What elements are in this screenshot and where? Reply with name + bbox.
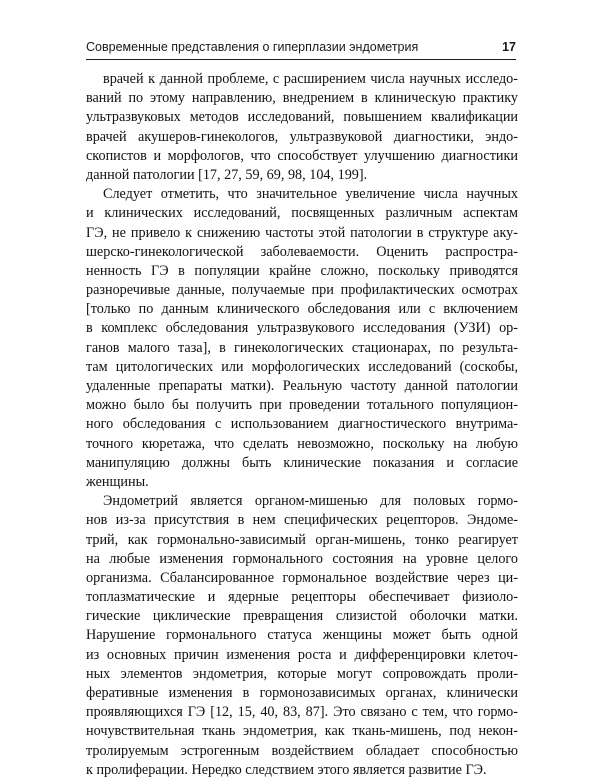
text-line: ного обследования с использованием диагностического внутрима- bbox=[86, 416, 518, 433]
paragraph bbox=[86, 185, 518, 492]
text-line: ненность ГЭ в популяции крайне сложно, поскольку приводятся bbox=[86, 262, 518, 279]
text-line: Следует отметить, что значительное увеличение числа научных bbox=[103, 186, 518, 203]
text-line: нов из-за присутствия в нем специфических рецепторов. Эндоме- bbox=[86, 512, 518, 529]
text-line: гические циклические превращения слизистой оболочки матки. bbox=[86, 608, 518, 625]
text-line: к пролиферации. Нередко следствием этого является развитие ГЭ. bbox=[86, 761, 487, 778]
text-line: ганов малого таза], в гинекологических стационарах, по результа- bbox=[86, 339, 518, 356]
text-line: женщины. bbox=[86, 473, 149, 490]
text-line: в комплекс обследования ультразвукового исследования (УЗИ) ор- bbox=[86, 320, 518, 337]
text-line: шерско-гинекологической заболеваемости. Оценить распростра- bbox=[86, 243, 518, 260]
text-line: на любые изменения гормонального состояния на уровне целого bbox=[86, 550, 518, 567]
text-line: ных элементов эндометрия, которые могут сопровождать проли- bbox=[86, 665, 518, 682]
text-line: удаленные препараты матки). Реальную частоту данной патологии bbox=[86, 378, 518, 394]
text-line: ультразвуковых методов исследований, повышением квалификации bbox=[86, 109, 518, 126]
text-line: врачей акушеров-гинекологов, ультразвуковой диагностики, эндо- bbox=[86, 128, 518, 145]
text-line: точного кюретажа, что сделать невозможно, поскольку на любую bbox=[86, 435, 518, 452]
text-line: манипуляцию должны быть клинические показания и согласие bbox=[86, 454, 518, 471]
text-line: данной патологии [17, 27, 59, 69, 98, 104, 199]. bbox=[86, 166, 368, 183]
running-title: Современные представления о гиперплазии эндометрия bbox=[86, 40, 419, 54]
text-line: топлазматические и ядерные рецепторы обеспечивает физиоло- bbox=[86, 589, 518, 606]
text-line: ваний по этому направлению, внедрением в клиническую практику bbox=[86, 90, 518, 107]
text-line: Эндометрий является органом-мишенью для половых гормо- bbox=[103, 493, 518, 510]
text-line: скопистов и морфологов, что способствует улучшению диагностики bbox=[86, 147, 518, 164]
text-line: и клинических исследований, посвященных различным аспектам bbox=[86, 205, 518, 222]
text-line: врачей к данной проблеме, с расширением числа научных исследо- bbox=[103, 71, 518, 87]
text-line: организма. Сбалансированное гормональное воздействие через ци- bbox=[86, 569, 518, 586]
text-line: проявляющихся ГЭ [12, 15, 40, 83, 87]. Это связано с тем, что гормо- bbox=[86, 704, 518, 721]
body-text bbox=[86, 70, 518, 780]
paragraph bbox=[86, 492, 518, 780]
text-line: разноречивые данные, получаемые при профилактических осмотрах bbox=[86, 282, 518, 299]
text-line: из основных причин изменения роста и дифференцировки клеточ- bbox=[86, 646, 518, 663]
text-line: феративные изменения в гормонозависимых органах, клинически bbox=[86, 685, 518, 701]
paragraph bbox=[86, 70, 518, 185]
text-line: можно было бы получить при проведении тотального популяцион- bbox=[86, 397, 518, 414]
text-line: ГЭ, не привело к снижению частоты этой патологии в структуре аку- bbox=[86, 224, 518, 241]
text-line: тролируемым эстрогенным воздействием обладает способностью bbox=[86, 742, 518, 759]
page-number: 17 bbox=[502, 40, 516, 54]
text-line: там цитологических или морфологических исследований (соскобы, bbox=[86, 358, 518, 375]
text-line: трий, как гормонально-зависимый орган-мишень, тонко реагирует bbox=[86, 531, 518, 548]
text-line: Нарушение гормонального статуса женщины может быть одной bbox=[86, 627, 518, 644]
text-line: ночувствительная ткань эндометрия, как ткань-мишень, под некон- bbox=[86, 723, 518, 740]
text-line: [только по данным клинического обследования или с включением bbox=[86, 301, 518, 318]
running-header bbox=[86, 40, 516, 60]
